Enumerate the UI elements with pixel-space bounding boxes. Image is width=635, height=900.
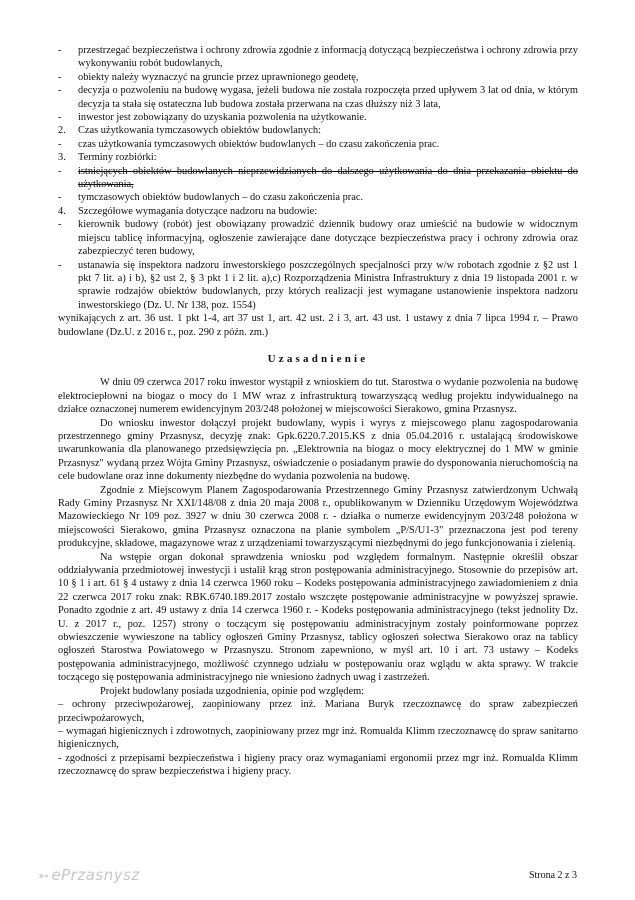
list-item: - inwestor jest zobowiązany do uzyskania pozwolenia na użytkowanie. xyxy=(58,112,367,124)
list-item: - przestrzegać bezpieczeństwa i ochrony zdrowia zgodnie z informacją dotyczącą bezpieczeństwa i ochrony zdrowia przy wykonywaniu robót budowlanych, xyxy=(58,45,578,70)
paragraph: Do wniosku inwestor dołączył projekt budowlany, wypis i wyrys z miejscowego planu zagospodarowania przestrzennego gminy Przasnysz, decyzję znak: Gpk.6220.7.2015.KS z dnia 05.04.2016 r. ustalającą środowiskowe uwarunkowania dla planowanego przedsięwzięcia pn. „Elektrownia na biogaz o mocy elektrycznej do 1 MW w gminie Przasnysz" wydaną przez Wójta Gminy Przasnysz, oświadczenie o posiadanym prawie do dysponowania nieruchomością na cele budowlane oraz inne dokumenty niezbędne do wydania pozwolenia na budowę. xyxy=(58,417,578,483)
watermark: ➳ ePrzasnysz xyxy=(38,866,140,884)
section-heading: 2. Czas użytkowania tymczasowych obiektów budowlanych: xyxy=(58,125,321,137)
paragraph: Na wstępie organ dokonał sprawdzenia wniosku pod względem formalnym. Następnie określił obszar oddziaływania przedmiotowej inwestycji i ustalił krąg stron postępowania administracyjnego. Stosownie do przepisów art. 10 § 1 i art. 61 § 4 ustawy z dnia 14 czerwca 1960 roku – Kodeks postępowania administracyjnego zawiadomieniem z dnia 22 czerwca 2017 roku znak: RBK.6740.189.2017 zostało wszczęte postępowanie administracyjne w powyższej sprawie. Ponadto zgodnie z art. 49 ustawy z dnia 14 czerwca 1960 r. - Kodeks postępowania administracyjnego (tekst jednolity Dz. U. z 2017 r., poz. 1257) strony o toczącym się postępowaniu administracyjnym zostały poinformowane poprzez obwieszczenie wywieszone na tablicy ogłoszeń Gminy Przasnysz, tablicy ogłoszeń sołectwa Sierakowo oraz na tablicy ogłoszeń Starostwa Powiatowego w Przasnyszu. Stronom zapewniono, w myśl art. 10 i art. 73 ustawy – Kodeks postępowania administracyjnego, możliwość czynnego udziału w postępowaniu oraz wglądu w akta sprawy. W trakcie toczącego się postępowania administracyjnego nie wniesiono żadnych uwag i zastrzeżeń. xyxy=(58,551,578,684)
swoosh-arrow-icon: ➳ xyxy=(38,869,50,884)
opinion-item: – ochrony przeciwpożarowej, zaopiniowany przez inż. Mariana Buryk rzeczoznawcę do spraw zabezpieczeń przeciwpożarowych, xyxy=(58,699,578,724)
section-heading: 4. Szczegółowe wymagania dotyczące nadzoru na budowie: xyxy=(58,205,318,217)
list-item: - kierownik budowy (robót) jest obowiązany prowadzić dziennik budowy oraz umieścić na budowie w widocznym miejscu tablicę informacyjną, ogłoszenie zawierające dane dotyczące bezpieczeństwa pracy i ochrony zdrowia oraz zabezpieczyć teren budowy, xyxy=(58,219,578,258)
struck-list-item: - istniejących obiektów budowlanych nieprzewidzianych do dalszego użytkowania do dnia przekazania obiektu do użytkowania, xyxy=(58,165,578,191)
page-number: Strona 2 z 3 xyxy=(528,870,577,881)
list-item: - czas użytkowania tymczasowych obiektów budowlanych – do czasu zakończenia prac. xyxy=(58,138,440,150)
list-item: - ustanawia się inspektora nadzoru inwestorskiego poszczególnych specjalności przy w/w robotach zgodnie z §2 ust 1 pkt 7 lit. a) i b), §2 ust 2, § 3 pkt 1 i 2 lit. a),c) Rozporządzenia Ministra Infrastruktury z dnia 19 listopada 2001 r. w sprawie rodzajów obiektów budowlanych, przy których realizacji jest wymagane ustanowienie inspektora nadzoru inwestorskiego (Dz. U. Nr 138, poz. 1554) xyxy=(58,259,578,311)
paragraph: Projekt budowlany posiada uzgodnienia, opinie pod względem: xyxy=(100,685,365,697)
list-item: - obiekty należy wyznaczyć na gruncie przez uprawnionego geodetę, xyxy=(58,71,359,83)
opinion-item: - zgodności z przepisami bezpieczeństwa i higieny pracy oraz wymaganiami ergonomii przez mgr inż. Romualda Klimm rzeczoznawcę do spraw bezpieczeństwa i higieny pracy. xyxy=(58,752,578,778)
paragraph: W dniu 09 czerwca 2017 roku inwestor wystąpił z wnioskiem do tut. Starostwa o wydanie pozwolenia na budowę elektrociepłowni na biogaz o mocy do 1 MW wraz z infrastrukturą towarzyszącą według projektu indywidualnego na działce oznaczonej numerem ewidencyjnym 203/248 położonej w miejscowości Sierakowo, gmina Przasnysz. xyxy=(58,377,578,416)
section-2 xyxy=(58,124,578,151)
list-item: - decyzja o pozwoleniu na budowę wygasa, jeżeli budowa nie została rozpoczęta przed upływem 3 lat od dnia, w którym decyzja ta stała się ostateczna lub budowa została przerwana na czas dłuższy niż 3 lata, xyxy=(58,85,578,110)
paragraph: Zgodnie z Miejscowym Planem Zagospodarowania Przestrzennego Gminy Przasnysz zatwierdzonym Uchwałą Rady Gminy Przasnysz Nr XXI/148/08 z dnia 20 maja 2008 r., opublikowanym w Dzienniku Urzędowym Województwa Mazowieckiego Nr 109 poz. 3927 w dniu 30 czerwca 2008 r. - działka o numerze ewidencyjnym 203/248 położona w miejscowości Sierakowo, gmina Przasnysz oznaczona na planie symbolem „P/S/U1-3" przeznaczona jest pod tereny produkcyjne, składowe, magazynowe wraz z urządzeniami towarzyszącymi niezbędnymi do jego funkcjonowania i zielenią. xyxy=(58,484,578,550)
section-3 xyxy=(58,151,578,205)
legal-basis-text: wynikających z art. 36 ust. 1 pkt 1-4, art 37 ust 1, art. 42 ust. 2 i 3, art. 43 ust. 1 ustawy z dnia 7 lipca 1994 r. – Prawo budowlane (Dz.U. z 2016 r., poz. 290 z późn. zm.) xyxy=(58,313,578,338)
section-heading: 3. Terminy rozbiórki: xyxy=(58,152,157,164)
uzasadnienie-heading: Uzasadnienie xyxy=(267,352,369,365)
opinion-item: – wymagań higienicznych i zdrowotnych, zaopiniowany przez mgr inż. Romualda Klimm rzeczoznawcę do spraw sanitarno higienicznych, xyxy=(58,725,578,751)
list-item: - tymczasowych obiektów budowlanych – do czasu zakończenia prac. xyxy=(58,192,364,204)
conditions-list xyxy=(58,44,578,124)
section-4 xyxy=(58,205,578,312)
document-body xyxy=(58,44,578,779)
